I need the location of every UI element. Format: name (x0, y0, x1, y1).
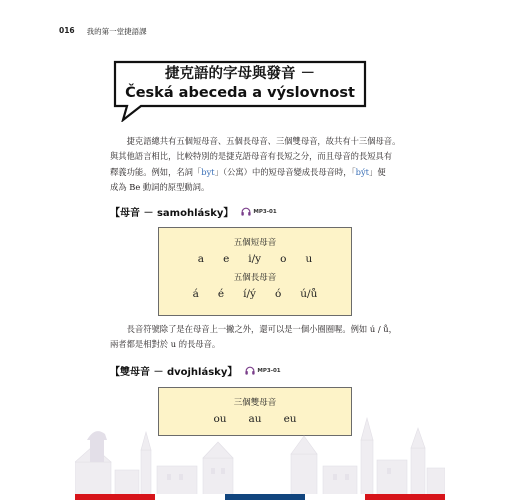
chapter-title (115, 62, 365, 106)
intro-paragraph (110, 134, 410, 195)
stripe (155, 494, 225, 500)
mp3-label: MP3-01 (257, 367, 281, 374)
title-line-1: 捷克語的字母與發音 － (164, 66, 316, 82)
short-vowel: u (305, 253, 313, 265)
note-line-2: 兩者都是相對於 u 的長母音。 (110, 339, 221, 350)
diphthong: ou (213, 413, 227, 425)
vowel-box (158, 227, 352, 316)
stripe (365, 494, 445, 500)
note-paragraph (110, 322, 410, 353)
short-vowel-label: 五個短母音 (233, 238, 277, 248)
prague-skyline-illustration (75, 410, 445, 500)
headphone-icon (241, 207, 251, 216)
short-vowel: i/y (248, 253, 262, 265)
section-heading-diphthongs (110, 363, 281, 378)
diphthong: eu (283, 413, 297, 425)
word-byt: byt (201, 166, 215, 177)
word-byt-long: být (355, 166, 370, 177)
section-title: 【母音 － samohlásky】 (110, 208, 234, 219)
mp3-label: MP3-01 (253, 208, 277, 215)
stripe (75, 494, 155, 500)
title-line-2: Česká abeceda a výslovnost (125, 85, 355, 101)
book-title: 我的第一堂捷語課 (86, 27, 147, 36)
long-vowel-label: 五個長母音 (233, 273, 277, 283)
short-vowel: e (223, 253, 230, 265)
title-bubble (93, 50, 375, 122)
long-vowel: ó (274, 288, 282, 300)
intro-line-1: 捷克語總共有五個短母音、五個長母音、三個雙母音，故共有十三個母音。 (126, 136, 401, 146)
diphthong: au (248, 413, 262, 425)
long-vowel: á (192, 288, 199, 300)
long-vowel: é (217, 288, 225, 300)
long-vowel: ú/ů (300, 288, 318, 300)
intro-line-4: 成為 Be 動詞的原型動詞。 (110, 181, 210, 192)
headphone-icon (245, 366, 255, 375)
page-header (59, 26, 147, 37)
flag-stripe-bar (75, 494, 445, 500)
short-vowel-list (198, 253, 312, 265)
diphthong-label: 三個雙母音 (233, 398, 277, 408)
mp3-track[interactable] (245, 366, 280, 375)
intro-line-2: 與其他語言相比，比較特別的是捷克語母音有長短之分，而且母音的長短具有 (110, 151, 393, 162)
stripe (305, 494, 365, 500)
intro-line-3: 釋義功能。例如，名詞「byt」（公寓）中的短母音變成長母音時，「být」便 (110, 166, 386, 177)
mp3-track[interactable] (241, 207, 276, 216)
stripe (225, 494, 305, 500)
long-vowel-list (193, 288, 318, 300)
short-vowel: a (197, 253, 205, 265)
long-vowel: í/ý (243, 288, 256, 300)
page-number: 016 (59, 26, 75, 35)
note-line-1: 長音符號除了是在母音上一撇之外，還可以是一個小圈圈喔。例如 ú / ů， (126, 324, 397, 334)
section-title: 【雙母音 － dvojhlásky】 (110, 367, 238, 378)
section-heading-vowels (110, 204, 277, 219)
short-vowel: o (280, 253, 287, 265)
